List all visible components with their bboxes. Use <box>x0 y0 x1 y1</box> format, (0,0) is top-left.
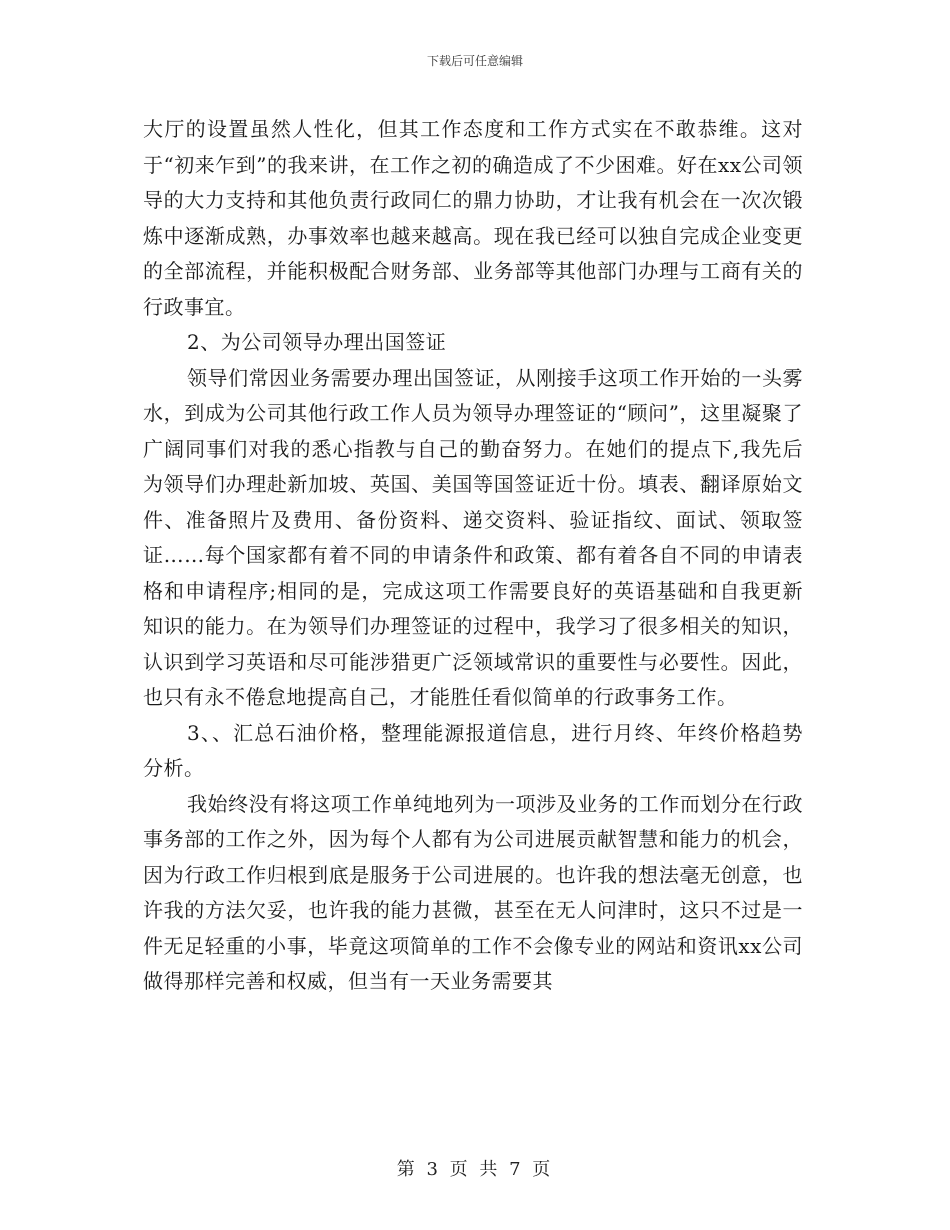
paragraph-1: 大厅的设置虽然人性化，但其工作态度和工作方式实在不敢恭维。这对于“初来乍到”的我来讲，在工作之初的确造成了不少困难。好在xx公司领导的大力支持和其他负责行政同仁的鼎力协助，才让我有机会在一次次锻炼中逐渐成熟，办事效率也越来越高。现在我已经可以独自完成企业变更的全部流程，并能积极配合财务部、业务部等其他部门办理与工商有关的行政事宜。 <box>143 117 804 319</box>
paragraph-3: 我始终没有将这项工作单纯地列为一项涉及业务的工作而划分在行政事务部的工作之外，因为每个人都有为公司进展贡献智慧和能力的机会，因为行政工作归根到底是服务于公司进展的。也许我的想法毫无创意，也许我的方法欠妥，也许我的能力甚微，甚至在无人问津时，这只不过是一件无足轻重的小事，毕竟这项简单的工作不会像专业的网站和资讯xx公司做得那样完善和权威，但当有一天业务需要其 <box>143 791 803 993</box>
body-text <box>143 112 803 1000</box>
section-heading-2: 2、为公司领导办理出国签证 <box>187 330 447 354</box>
header-note: 下载后可任意编辑 <box>426 54 523 68</box>
page-number: 第 3 页 共 7 页 <box>396 1159 554 1180</box>
section-heading-3: 3、、汇总石油价格，整理能源报道信息，进行月终、年终价格趋势分析。 <box>143 720 803 780</box>
paragraph-2: 领导们常因业务需要办理出国签证，从刚接手这项工作开始的一头雾水，到成为公司其他行政工作人员为领导办理签证的“顾问”，这里凝聚了广阔同事们对我的悉心指教与自己的勤奋努力。在她们的提点下,我先后为领导们办理赴新加坡、英国、美国等国签证近十份。填表、翻译原始文件、准备照片及费用、备份资料、递交资料、验证指纹、面试、领取签证……每个国家都有着不同的申请条件和政策、都有着各自不同的申请表格和申请程序;相同的是，完成这项工作需要良好的英语基础和自我更新知识的能力。在为领导们办理签证的过程中，我学习了很多相关的知识，认识到学习英语和尽可能涉猎更广泛领域常识的重要性与必要性。因此，也只有永不倦怠地提高自己，才能胜任看似简单的行政事务工作。 <box>143 365 803 709</box>
